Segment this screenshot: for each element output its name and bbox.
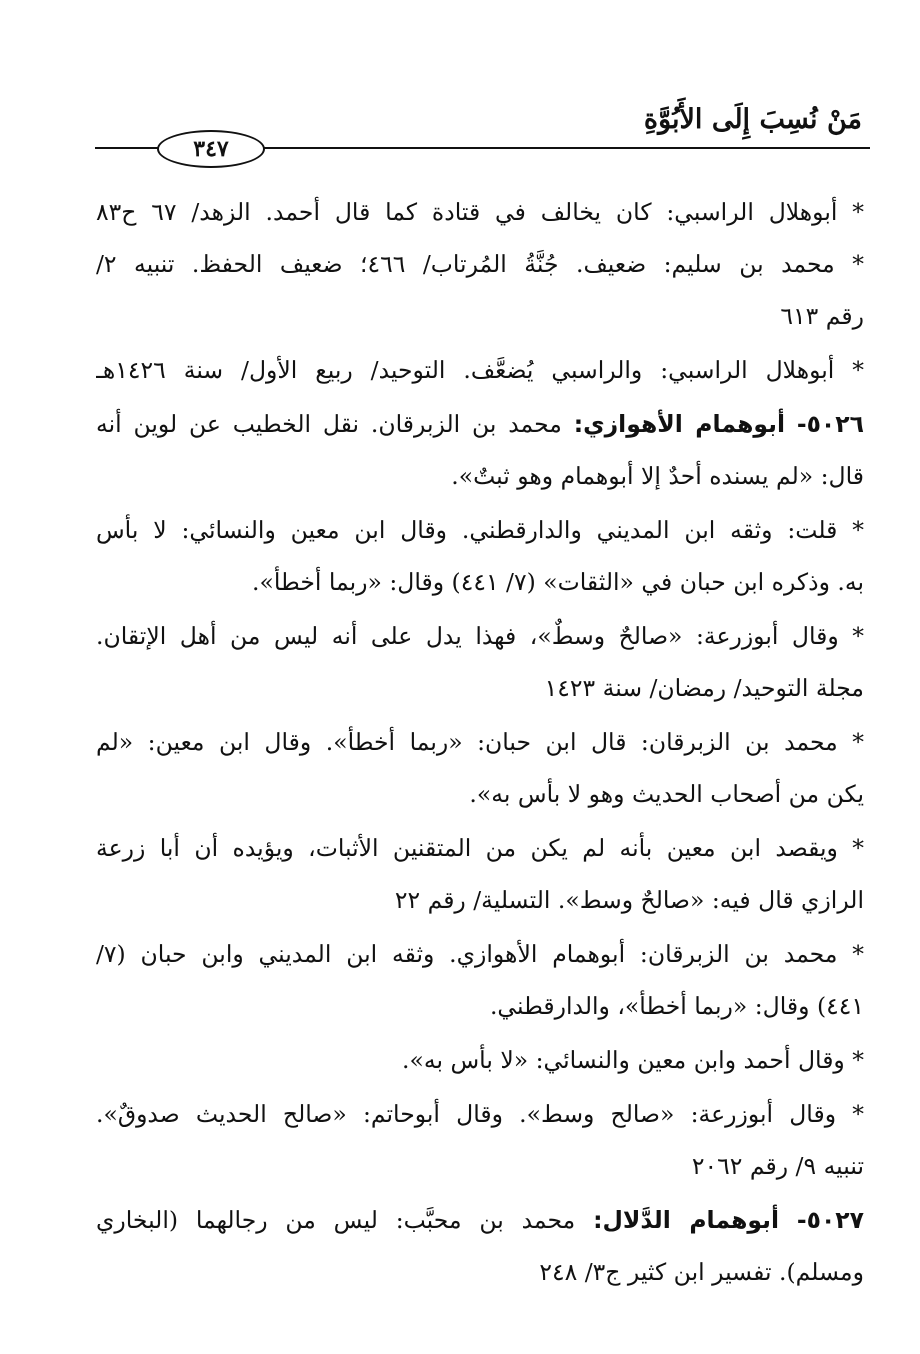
- text-line: * أبوهلال الراسبي: والراسبي يُضعَّف. التوحيد/ ربيع الأول/ سنة ١٤٢٦هـ: [96, 356, 864, 384]
- text-line: ٤٤١) وقال: «ربما أخطأ»، والدارقطني.: [489, 992, 864, 1020]
- paragraph: [96, 822, 864, 926]
- paragraph: [96, 716, 864, 820]
- text-line: الرازي قال فيه: «صالحٌ وسط». التسلية/ رقم ٢٢: [394, 886, 864, 914]
- entry-number: ٥٠٢٧-: [796, 1206, 864, 1234]
- text-line: رقم ٦١٣: [780, 302, 864, 330]
- text-line: * ويقصد ابن معين بأنه لم يكن من المتقنين الأثبات، ويؤيده أن أبا زرعة: [96, 834, 864, 862]
- entry-text: محمد بن الزبرقان. نقل الخطيب عن لوين أنه: [96, 410, 562, 438]
- text-line: مجلة التوحيد/ رمضان/ سنة ١٤٢٣: [544, 674, 864, 702]
- text-line: تنبيه ٩/ رقم ٢٠٦٢: [691, 1152, 864, 1180]
- text-line: * وقال أبوزرعة: «صالح وسط». وقال أبوحاتم: «صالح الحديث صدوقٌ».: [96, 1100, 864, 1128]
- text-line: يكن من أصحاب الحديث وهو لا بأس به».: [469, 780, 864, 808]
- text-line: قال: «لم يسنده أحدٌ إلا أبوهمام وهو ثبتٌ».: [451, 462, 864, 490]
- paragraph: [96, 186, 864, 238]
- paragraph: [96, 610, 864, 714]
- text-line: * محمد بن الزبرقان: أبوهمام الأهوازي. وثقه ابن المديني وابن حبان (٧/: [96, 940, 864, 968]
- entry-5027: [96, 1194, 864, 1298]
- page-body: [96, 186, 864, 1300]
- entry-name: أبوهمام الدَّلال:: [593, 1206, 780, 1234]
- paragraph: [96, 504, 864, 608]
- page-header: [95, 100, 870, 170]
- text-line: [96, 398, 864, 450]
- entry-number: ٥٠٢٦-: [796, 410, 864, 438]
- entry-5026: [96, 398, 864, 502]
- paragraph: [96, 238, 864, 342]
- text-line: به. وذكره ابن حبان في «الثقات» (٧/ ٤٤١) وقال: «ربما أخطأ».: [252, 568, 864, 596]
- entry-name: أبوهمام الأهوازي:: [573, 410, 786, 438]
- text-line: * أبوهلال الراسبي: كان يخالف في قتادة كما قال أحمد. الزهد/ ٦٧ ح٨٣: [96, 198, 864, 226]
- text-line: * قلت: وثقه ابن المديني والدارقطني. وقال ابن معين والنسائي: لا بأس: [96, 516, 864, 544]
- text-line: * محمد بن الزبرقان: قال ابن حبان: «ربما أخطأ». وقال ابن معين: «لم: [96, 728, 864, 756]
- text-line: * محمد بن سليم: ضعيف. جُنَّةُ المُرتاب/ ٤٦٦؛ ضعيف الحفظ. تنبيه ٢/: [96, 250, 864, 278]
- paragraph: [96, 1088, 864, 1192]
- running-title: مَنْ نُسِبَ إِلَى الأَبُوَّةِ: [643, 104, 862, 135]
- paragraph: [96, 928, 864, 1032]
- text-line: * وقال أحمد وابن معين والنسائي: «لا بأس به».: [402, 1046, 864, 1074]
- page-number: ٣٤٧: [157, 130, 265, 168]
- text-line: * وقال أبوزرعة: «صالحٌ وسطٌ»، فهذا يدل على أنه ليس من أهل الإتقان.: [96, 622, 864, 650]
- paragraph: [96, 1034, 864, 1086]
- entry-text: محمد بن محبَّب: ليس من رجالهما (البخاري: [96, 1206, 576, 1234]
- text-line: [96, 1194, 864, 1246]
- paragraph: [96, 344, 864, 396]
- text-line: ومسلم). تفسير ابن كثير ج٣/ ٢٤٨: [539, 1258, 864, 1286]
